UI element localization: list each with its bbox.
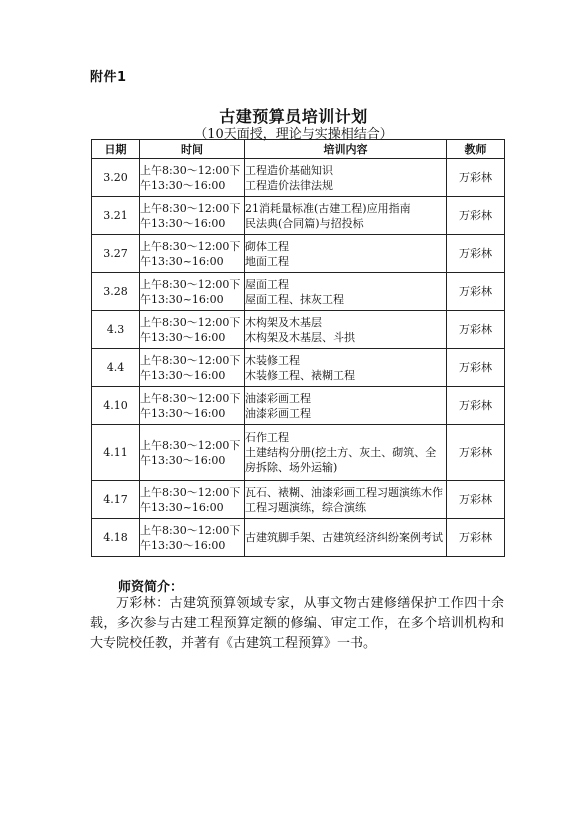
table-row [92, 235, 505, 273]
row-content [245, 349, 447, 387]
faculty-intro-text: 万彩林：古建筑预算领域专家，从事文物古建修缮保护工作四十余载，多次参与古建工程预算定额的修编、审定工作，在多个培训机构和大专院校任教，并著有《古建筑工程预算》一书。 [90, 596, 504, 651]
content-line: 油漆彩画工程 [245, 391, 311, 405]
row-date: 3.20 [92, 159, 140, 197]
table-row [92, 273, 505, 311]
content-line: 古建筑脚手架、古建筑经济纠纷案例考试 [245, 531, 443, 544]
row-teacher: 万彩林 [447, 387, 505, 425]
time-afternoon: 午13:30～16:00 [140, 538, 226, 552]
table-row [92, 159, 505, 197]
content-line: 21消耗量标准(古建工程)应用指南 [245, 201, 411, 215]
content-line: 砌体工程 [245, 239, 289, 253]
row-time [140, 311, 245, 349]
row-content [245, 481, 447, 519]
content-line: 屋面工程 [245, 277, 289, 291]
table-row [92, 387, 505, 425]
table-row [92, 311, 505, 349]
row-time [140, 349, 245, 387]
attachment-label: 附件1 [90, 70, 127, 85]
time-morning: 上午8:30～12:00下 [140, 438, 241, 452]
time-morning: 上午8:30～12:00下 [140, 201, 241, 215]
content-line: 木构架及木基层、斗拱 [245, 330, 355, 344]
row-content [245, 311, 447, 349]
row-date: 4.17 [92, 481, 140, 519]
row-content [245, 197, 447, 235]
time-morning: 上午8:30～12:00下 [140, 239, 241, 253]
row-date: 4.10 [92, 387, 140, 425]
row-teacher: 万彩林 [447, 519, 505, 557]
document-title: 古建预算员培训计划 [219, 107, 368, 126]
time-morning: 上午8:30～12:00下 [140, 523, 241, 537]
time-afternoon: 午13:30～16:00 [140, 453, 226, 467]
content-line: 工程造价法律法规 [245, 178, 333, 192]
table-row [92, 425, 505, 481]
time-morning: 上午8:30～12:00下 [140, 277, 241, 291]
row-teacher: 万彩林 [447, 425, 505, 481]
content-line: 油漆彩画工程 [245, 406, 311, 420]
content-line: 工程造价基础知识 [245, 163, 333, 177]
faculty-intro-heading: 师资简介： [118, 580, 184, 595]
time-morning: 上午8:30～12:00下 [140, 315, 241, 329]
row-date: 4.11 [92, 425, 140, 481]
document-subtitle: （10天面授，理论与实操相结合） [194, 127, 393, 142]
row-date: 4.18 [92, 519, 140, 557]
header-time: 时间 [140, 140, 245, 159]
time-afternoon: 午13:30～16:00 [140, 216, 226, 230]
content-line: 瓦石、裱糊、油漆彩画工程习题演练木作工程习题演练，综合演练 [245, 485, 443, 514]
table-row [92, 197, 505, 235]
row-teacher: 万彩林 [447, 349, 505, 387]
time-afternoon: 午13:30～16:00 [140, 406, 226, 420]
content-line: 地面工程 [245, 254, 289, 268]
content-line: 木装修工程 [245, 353, 300, 367]
row-teacher: 万彩林 [447, 311, 505, 349]
header-teacher: 教师 [447, 140, 505, 159]
content-line: 木装修工程、裱糊工程 [245, 368, 355, 382]
header-content: 培训内容 [245, 140, 447, 159]
row-time [140, 235, 245, 273]
time-morning: 上午8:30～12:00下 [140, 485, 241, 499]
row-date: 4.3 [92, 311, 140, 349]
row-content [245, 273, 447, 311]
time-morning: 上午8:30～12:00下 [140, 391, 241, 405]
row-content [245, 387, 447, 425]
time-afternoon: 午13:30~16:00 [140, 292, 224, 306]
row-teacher: 万彩林 [447, 235, 505, 273]
row-time [140, 481, 245, 519]
row-time [140, 425, 245, 481]
row-teacher: 万彩林 [447, 197, 505, 235]
row-content [245, 235, 447, 273]
row-date: 3.28 [92, 273, 140, 311]
row-date: 4.4 [92, 349, 140, 387]
table-row [92, 481, 505, 519]
row-teacher: 万彩林 [447, 481, 505, 519]
row-content [245, 425, 447, 481]
content-line: 民法典(合同篇)与招投标 [245, 216, 364, 230]
row-time [140, 519, 245, 557]
time-afternoon: 午13:30～16:00 [140, 178, 226, 192]
time-afternoon: 午13:30~16:00 [140, 500, 224, 514]
row-teacher: 万彩林 [447, 159, 505, 197]
time-afternoon: 午13:30~16:00 [140, 254, 224, 268]
table-header-row [92, 140, 505, 159]
row-date: 3.21 [92, 197, 140, 235]
row-time [140, 387, 245, 425]
row-time [140, 197, 245, 235]
content-line: 木构架及木基层 [245, 315, 322, 329]
table-row [92, 349, 505, 387]
header-date: 日期 [92, 140, 140, 159]
content-line: 石作工程 [245, 431, 289, 444]
content-line: 土建结构分册(挖土方、灰土、砌筑、全房拆除、场外运输) [245, 446, 437, 474]
row-time [140, 273, 245, 311]
row-time [140, 159, 245, 197]
row-date: 3.27 [92, 235, 140, 273]
row-content [245, 159, 447, 197]
row-content [245, 519, 447, 557]
time-afternoon: 午13:30～16:00 [140, 330, 226, 344]
row-teacher: 万彩林 [447, 273, 505, 311]
time-morning: 上午8:30～12:00下 [140, 353, 241, 367]
training-schedule-table [91, 139, 505, 557]
time-afternoon: 午13:30～16:00 [140, 368, 226, 382]
time-morning: 上午8:30～12:00下 [140, 163, 241, 177]
table-row [92, 519, 505, 557]
content-line: 屋面工程、抹灰工程 [245, 292, 344, 306]
